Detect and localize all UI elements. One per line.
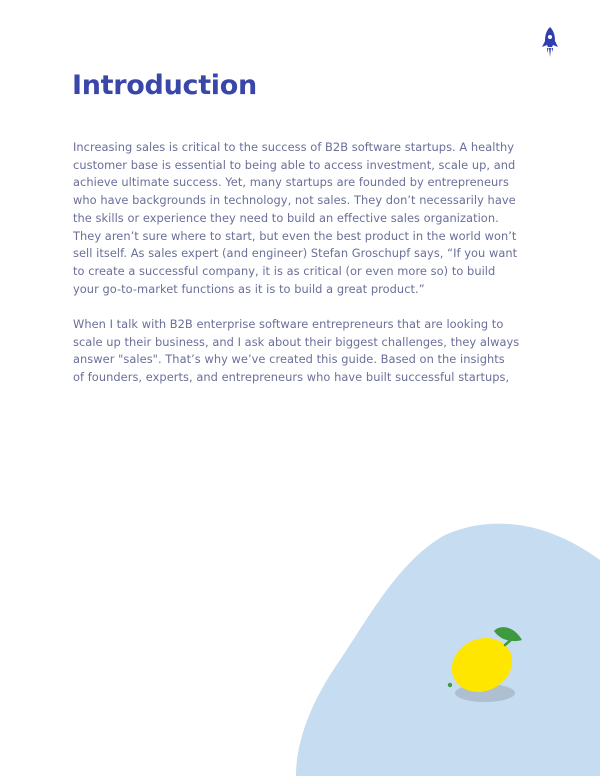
paragraph-2 — [73, 316, 543, 387]
text-line: your go-to-market functions as it is to build a great product.” — [73, 281, 425, 296]
text-line: who have backgrounds in technology, not sales. They don’t necessarily have — [73, 193, 516, 208]
page-title: Introduction — [72, 70, 257, 101]
text-line: They aren’t sure where to start, but even the best product in the world won’t — [73, 228, 517, 243]
text-line: sell itself. As sales expert (and engineer) Stefan Groschupf says, “If you want — [73, 246, 518, 261]
text-line: When I talk with B2B enterprise software entrepreneurs that are looking to — [73, 317, 504, 332]
text-line: Increasing sales is critical to the success of B2B software startups. A healthy — [73, 140, 515, 154]
text-line: to create a successful company, it is as critical (or even more so) to build — [73, 263, 496, 278]
lemon-stem — [505, 639, 512, 645]
text-line: answer "sales". That’s why we’ve created this guide. Based on the insights — [73, 352, 505, 367]
lemon-icon — [443, 627, 522, 702]
lemon-body — [443, 628, 521, 701]
lemon-tip — [448, 683, 452, 687]
text-line: customer base is essential to being able to access investment, scale up, and — [73, 157, 516, 172]
blue-blob-shape — [296, 524, 600, 776]
text-line: scale up their business, and I ask about their biggest challenges, they always — [73, 334, 520, 349]
text-line: the skills or experience they need to build an effective sales organization. — [73, 210, 499, 225]
rocket-icon — [539, 26, 561, 58]
body-text — [73, 139, 543, 405]
lemon-leaf — [494, 627, 522, 641]
lemon-shadow — [455, 684, 515, 702]
paragraph-1 — [73, 139, 543, 298]
text-line: achieve ultimate success. Yet, many startups are founded by entrepreneurs — [73, 175, 509, 190]
text-line: of founders, experts, and entrepreneurs who have built successful startups, — [73, 370, 510, 385]
